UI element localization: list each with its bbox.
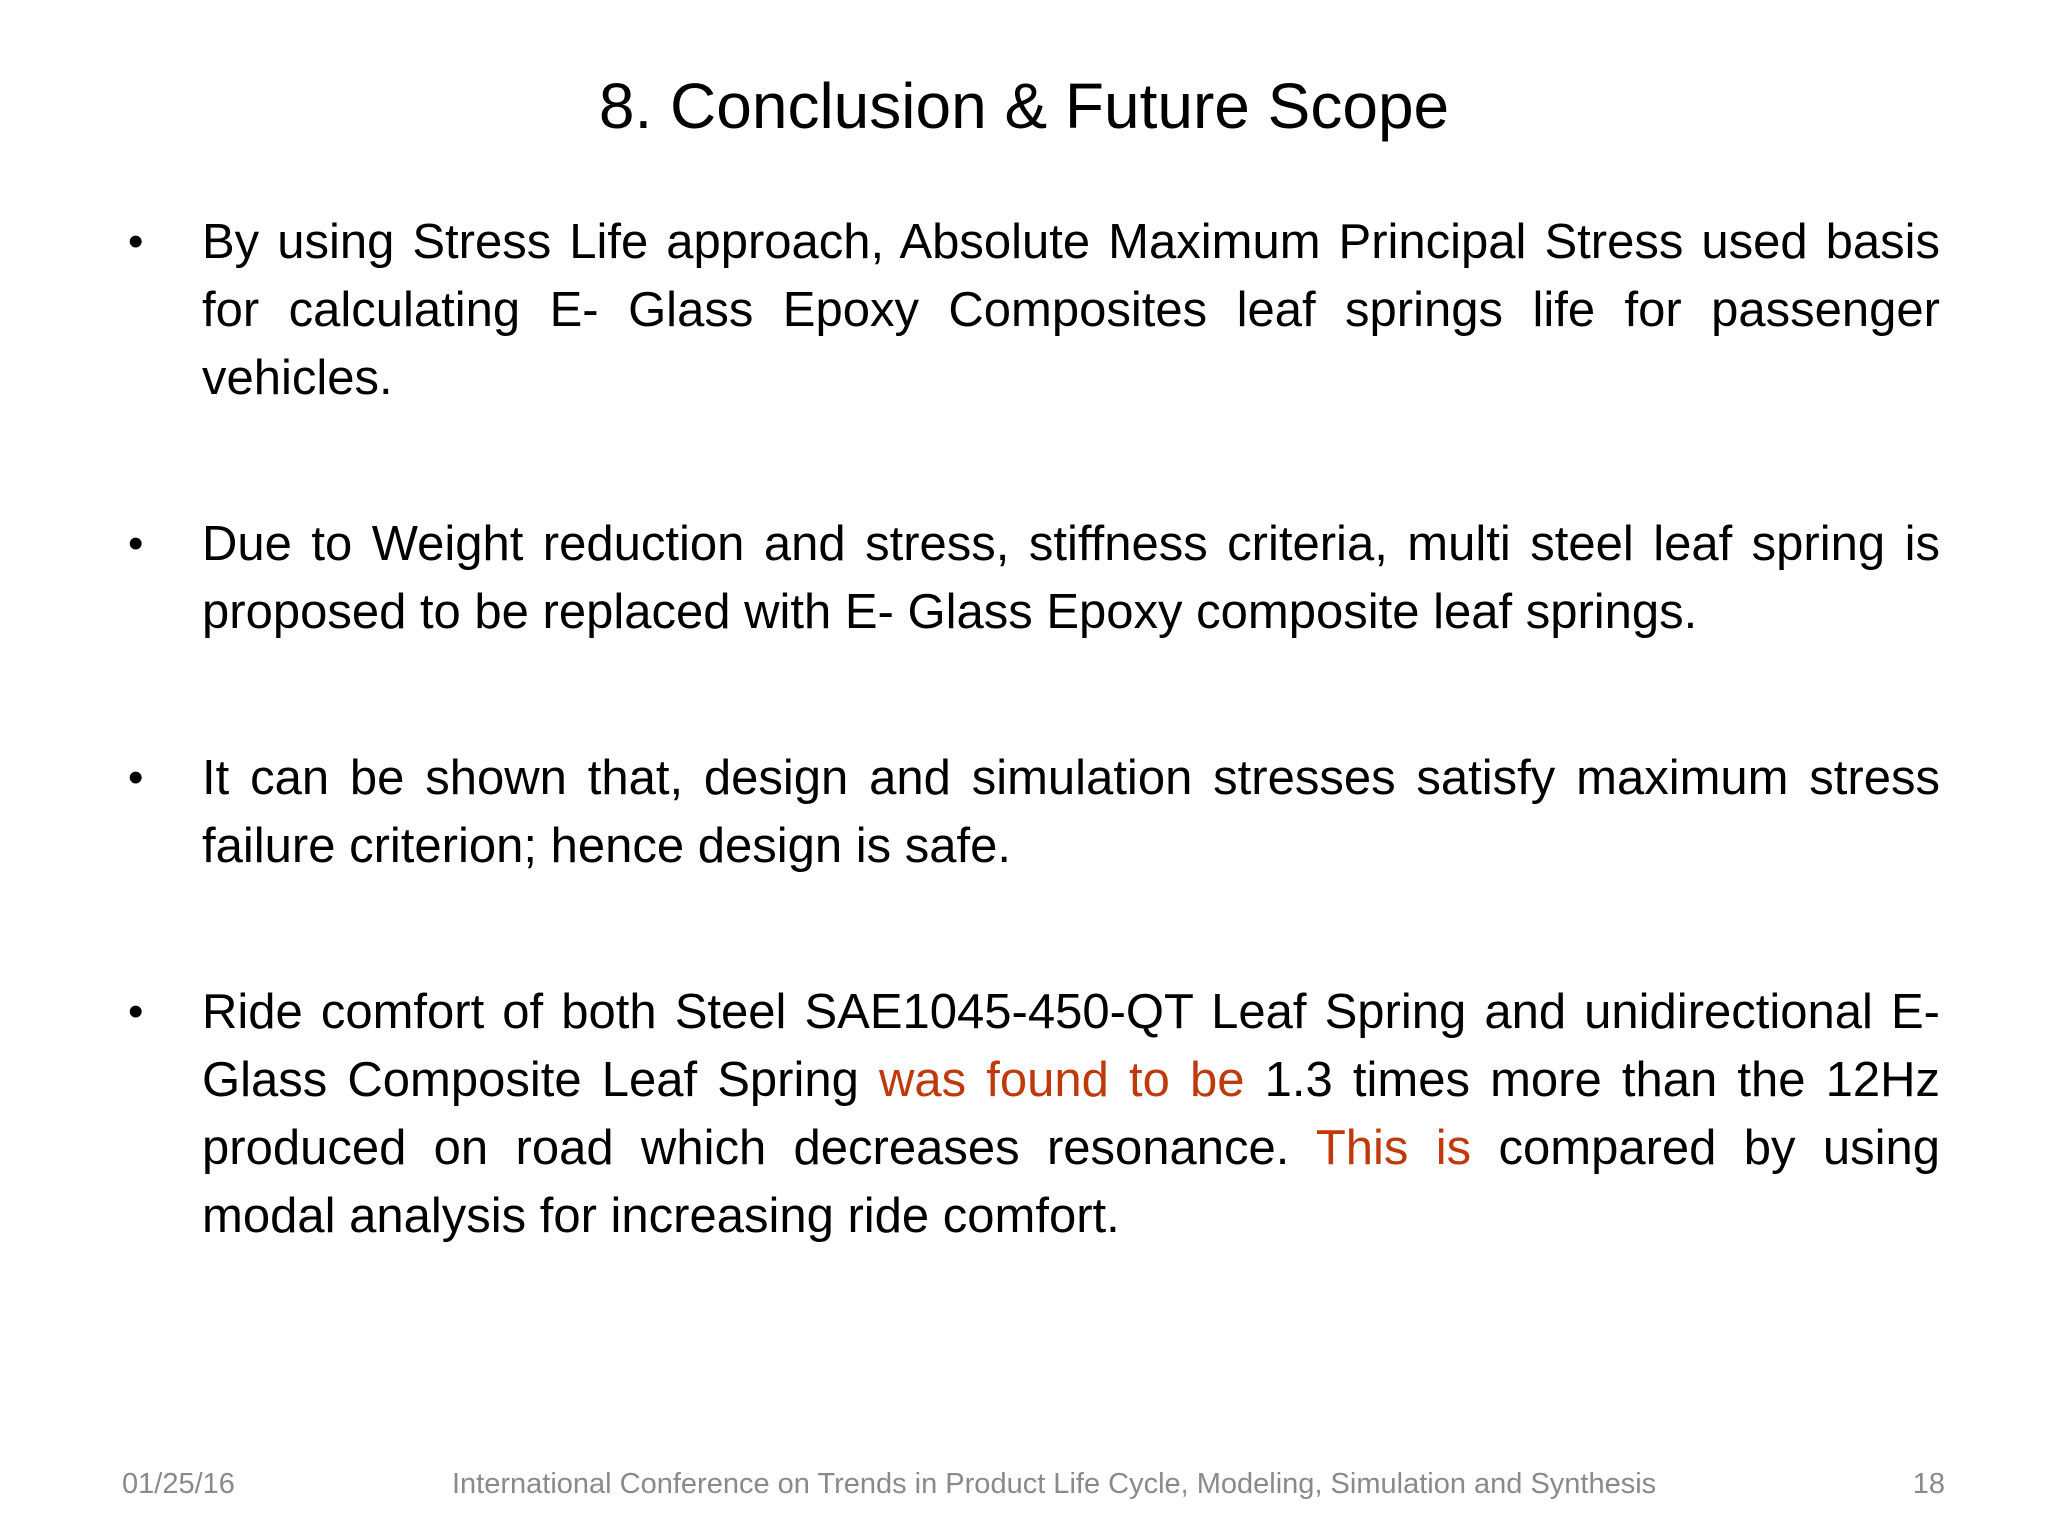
bullet-list [120, 208, 1940, 1250]
bullet-item-3 [120, 744, 1940, 880]
bullet-dot-icon: • [128, 987, 144, 1036]
bullet-text-4-part-1: Ride comfort of both Steel SAE1045-450-QT Leaf Spring and unidirectional E- Glass Composite Leaf Spring [202, 985, 1940, 1107]
bullet-text-4 [202, 978, 1940, 1250]
bullet-text-2: Due to Weight reduction and stress, stiffness criteria, multi steel leaf spring is proposed to be replaced with E- Glass Epoxy composite leaf springs. [202, 517, 1940, 639]
footer-date: 01/25/16 [122, 1468, 235, 1500]
bullet-dot-icon: • [128, 217, 144, 266]
bullet-dot-icon: • [128, 519, 144, 568]
bullet-text-1: By using Stress Life approach, Absolute Maximum Principal Stress used basis for calculating E- Glass Epoxy Composites leaf springs life for passenger vehicles. [202, 215, 1940, 405]
bullet-item-4 [120, 978, 1940, 1250]
bullet-item-2 [120, 510, 1940, 646]
highlight-was-found-to-be: was found to be [879, 1053, 1245, 1107]
footer-conference: International Conference on Trends in Product Life Cycle, Modeling, Simulation and Synthesis [452, 1468, 1657, 1500]
slide-title: 8. Conclusion & Future Scope [598, 70, 1450, 142]
bullet-text-4-part-3: compared by using modal analysis for increasing ride comfort. [202, 1121, 1940, 1243]
footer-page-number: 18 [1912, 1468, 1945, 1500]
bullet-text-4-part-2: 1.3 times more than the 12Hz produced on road which decreases resonance. [202, 1053, 1940, 1175]
highlight-this-is: This is [1315, 1121, 1472, 1175]
bullet-dot-icon: • [128, 753, 144, 802]
bullet-text-3: It can be shown that, design and simulation stresses satisfy maximum stress failure criterion; hence design is safe. [202, 751, 1940, 873]
bullet-item-1 [120, 208, 1940, 412]
